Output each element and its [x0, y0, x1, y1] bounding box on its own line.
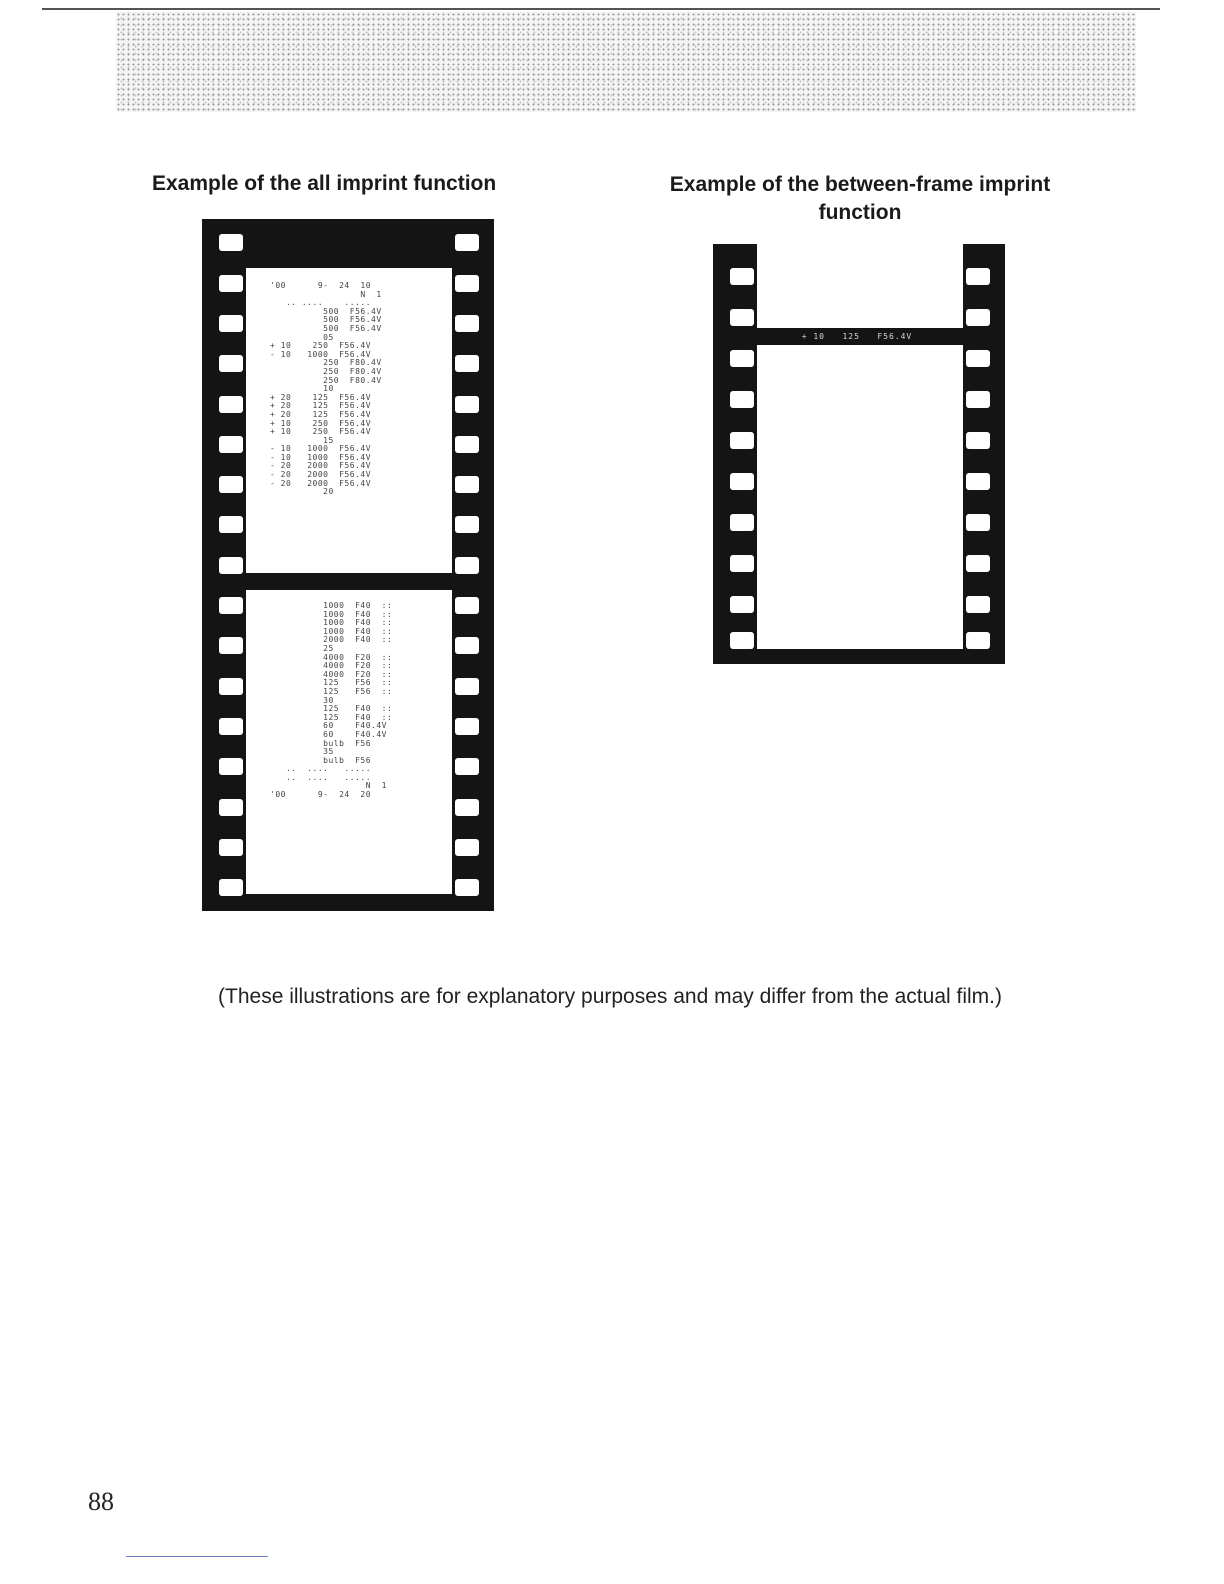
film-perforation: [455, 476, 479, 493]
film-perforation: [455, 637, 479, 654]
film-perforation: [455, 234, 479, 251]
film-perforation: [730, 514, 754, 531]
film-perforation: [730, 632, 754, 649]
film-perforation: [730, 350, 754, 367]
film-perforation: [455, 557, 479, 574]
top-rule: [42, 8, 1160, 10]
film-strip-between-frame: [713, 244, 1005, 664]
film-perforation: [455, 597, 479, 614]
film-perforation: [219, 355, 243, 372]
film-perforation: [966, 596, 990, 613]
film-perforation: [219, 234, 243, 251]
film-perforation: [455, 678, 479, 695]
film-perforation: [455, 355, 479, 372]
film-frame-upper: [757, 244, 963, 328]
film-frame-2: [246, 590, 452, 894]
header-band: [116, 12, 1136, 112]
illustration-caption: (These illustrations are for explanatory purposes and may differ from the actual film.): [218, 985, 1002, 1008]
film-perforation: [966, 514, 990, 531]
film-perforation: [730, 309, 754, 326]
film-perforation: [219, 839, 243, 856]
film-frame-lower: [757, 345, 963, 649]
film-perforation: [966, 555, 990, 572]
film-perforation: [455, 839, 479, 856]
film-perforation: [966, 632, 990, 649]
film-perforation: [966, 432, 990, 449]
film-perforation: [455, 436, 479, 453]
film-perforation: [730, 268, 754, 285]
film-perforation: [219, 516, 243, 533]
film-perforation: [455, 396, 479, 413]
film-perforation: [455, 275, 479, 292]
film-perforation: [966, 268, 990, 285]
film-perforation: [219, 275, 243, 292]
film-perforation: [219, 436, 243, 453]
film-perforation: [219, 678, 243, 695]
heading-between-frame-imprint: Example of the between-frame imprint function: [669, 173, 1051, 224]
film-perforation: [455, 879, 479, 896]
film-perforation: [219, 879, 243, 896]
film-perforation: [219, 315, 243, 332]
film-perforation: [730, 473, 754, 490]
film-perforation: [730, 555, 754, 572]
film-perforation: [966, 350, 990, 367]
footer-rule: [126, 1556, 268, 1557]
film-perforation: [219, 557, 243, 574]
film-perforation: [730, 432, 754, 449]
film-perforation: [219, 637, 243, 654]
film-perforation: [966, 391, 990, 408]
film-perforation: [455, 516, 479, 533]
imprint-readout-frame-1: '00 9- 24 10 N 1 .. .... ..... 500 F56.4V 500 F56.4V 500 F56.4V 05 + 10 250 F56.4V - 10 1000 F56.4V 250 F80.4V 250 F80.4V 250 F80.4V 10 + 20 125 F56.4V + 20 125 F56.4V + 20 125 F56.4V + 10 250 F56.4V + 10 250 F56.4V 15 - 10 1000 F56.4V - 10 1000 F56.4V - 20 2000 F56.4V - 20 2000 F56.4V - 20 2000 F56.4V 20: [270, 281, 382, 497]
film-perforation: [455, 799, 479, 816]
film-perforation: [219, 799, 243, 816]
film-perforation: [219, 718, 243, 735]
film-perforation: [455, 315, 479, 332]
film-perforation: [966, 473, 990, 490]
film-perforation: [455, 718, 479, 735]
between-frame-imprint: + 10 125 F56.4V: [801, 332, 913, 341]
film-strip-all-imprint: [202, 219, 494, 911]
film-perforation: [966, 309, 990, 326]
film-perforation: [730, 391, 754, 408]
page-number: 88: [88, 1487, 114, 1516]
film-perforation: [219, 476, 243, 493]
film-perforation: [219, 758, 243, 775]
film-perforation: [455, 758, 479, 775]
film-frame-1: [246, 268, 452, 573]
heading-all-imprint: Example of the all imprint function: [152, 172, 497, 195]
film-perforation: [730, 596, 754, 613]
film-perforation: [219, 396, 243, 413]
imprint-readout-frame-2: 1000 F40 :: 1000 F40 :: 1000 F40 :: 1000 F40 :: 2000 F40 :: 25 4000 F20 :: 4000 F20 :: 4000 F20 :: 125 F56 :: 125 F56 :: 30 125 F40 :: 125 F40 :: 60 F40.4V 60 F40.4V bulb F56 35 bulb F56 .. .... ..... .. .... ..... N 1 '00 9- 24 20: [270, 601, 393, 800]
film-perforation: [219, 597, 243, 614]
